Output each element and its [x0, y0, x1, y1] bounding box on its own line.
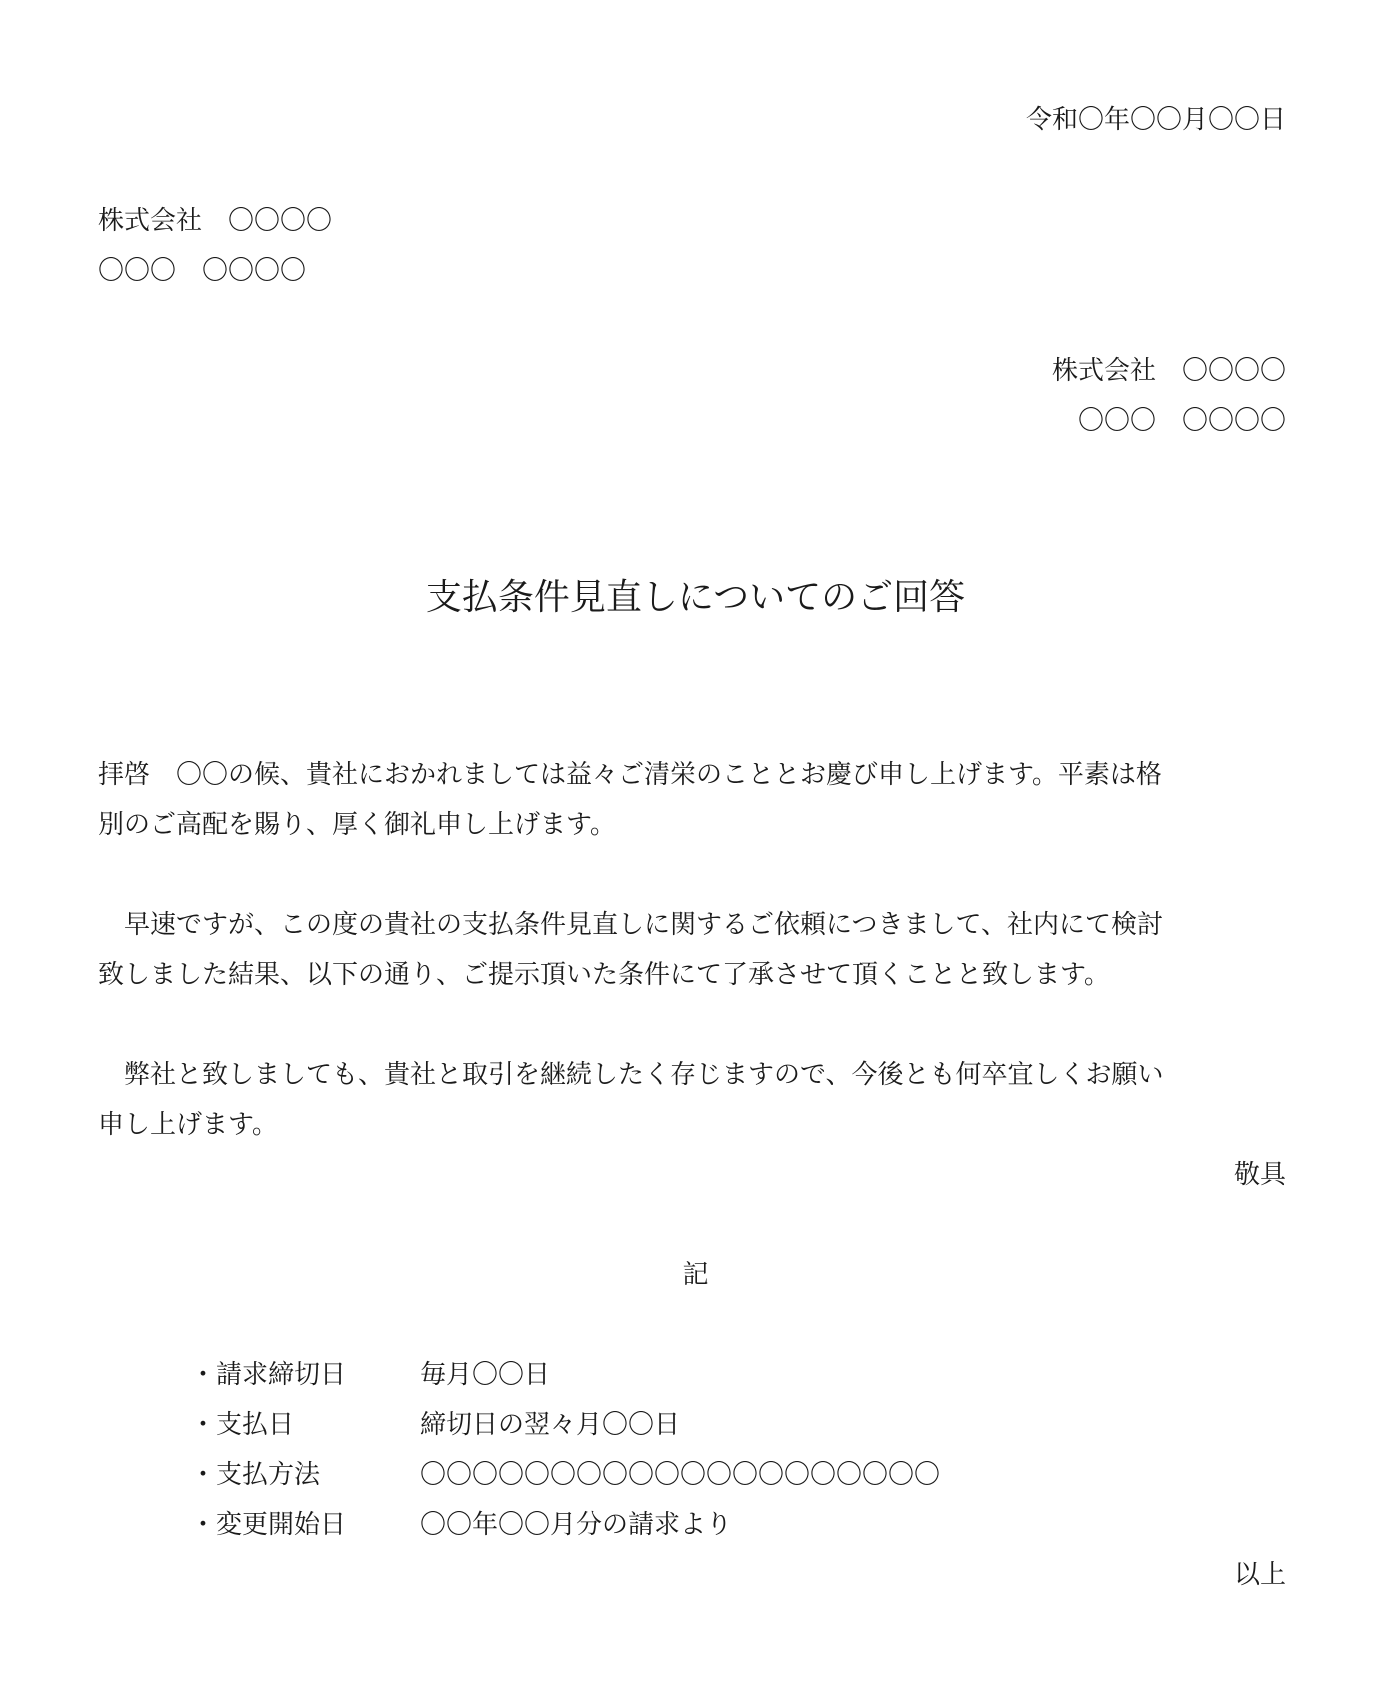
item-value: 〇〇年〇〇月分の請求より: [420, 1510, 733, 1540]
paragraph-request: [98, 1050, 1288, 1150]
item-label: ・変更開始日: [190, 1510, 347, 1540]
document-title: 支払条件見直しについてのご回答: [425, 577, 966, 618]
list-item: [190, 1458, 940, 1492]
list-item: [190, 1408, 680, 1442]
recipient-person: 〇〇〇 〇〇〇〇: [98, 256, 307, 286]
paragraph-greeting: [98, 750, 1288, 850]
document-date: 令和〇年〇〇月〇〇日: [1025, 105, 1286, 135]
ki-heading: 記: [682, 1260, 709, 1290]
list-item: [190, 1508, 732, 1542]
list-item: [190, 1358, 550, 1392]
recipient-company: 株式会社 〇〇〇〇: [98, 206, 333, 236]
end-ijou: 以上: [1233, 1560, 1286, 1590]
sender-person: 〇〇〇 〇〇〇〇: [1077, 406, 1286, 436]
sender-company: 株式会社 〇〇〇〇: [1051, 356, 1286, 386]
item-value: 締切日の翌々月〇〇日: [420, 1410, 681, 1440]
item-label: ・支払日: [190, 1410, 295, 1440]
paragraph-line: 拝啓 〇〇の候、貴社におかれましては益々ご清栄のこととお慶び申し上げます。平素は格: [98, 760, 1162, 790]
paragraph-line: 弊社と致しましても、貴社と取引を継続したく存じますので、今後とも何卒宜しくお願い: [98, 1060, 1164, 1090]
paragraph-line: 申し上げます。: [98, 1110, 278, 1140]
item-label: ・支払方法: [190, 1460, 321, 1490]
closing-keigu: 敬具: [1233, 1160, 1286, 1190]
item-value: 毎月〇〇日: [420, 1360, 551, 1390]
paragraph-line: 別のご高配を賜り、厚く御礼申し上げます。: [98, 810, 616, 840]
paragraph-main: [98, 900, 1288, 1000]
paragraph-line: 早速ですが、この度の貴社の支払条件見直しに関するご依頼につきまして、社内にて検討: [98, 910, 1163, 940]
paragraph-line: 致しました結果、以下の通り、ご提示頂いた条件にて了承させて頂くことと致します。: [98, 960, 1110, 990]
item-value: 〇〇〇〇〇〇〇〇〇〇〇〇〇〇〇〇〇〇〇〇: [420, 1460, 941, 1490]
item-label: ・請求締切日: [190, 1360, 347, 1390]
